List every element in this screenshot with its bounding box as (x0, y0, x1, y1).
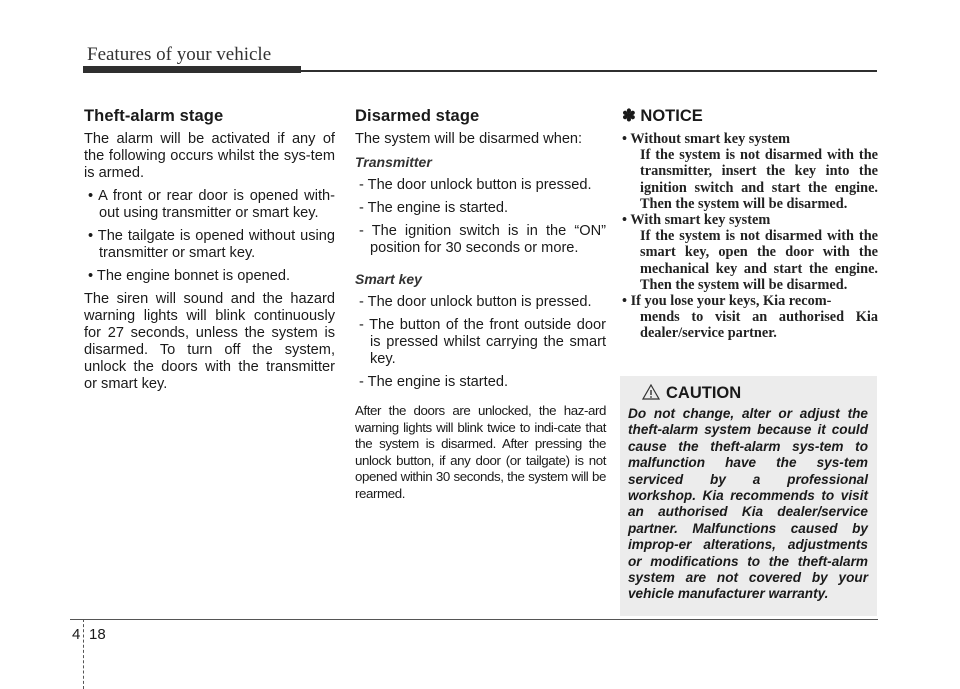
notice-item-head: • If you lose your keys, Kia recom- (622, 293, 832, 310)
notice-item (622, 293, 878, 342)
notice-item (622, 212, 878, 293)
disarmed-intro: The system will be disarmed when: (355, 131, 583, 147)
notice-title: ✽ NOTICE (622, 107, 703, 125)
column-disarmed (355, 108, 606, 508)
caution-title: CAUTION (666, 384, 742, 402)
theft-alarm-bullet: • The tailgate is opened without using transmitter or smart key. (88, 228, 335, 261)
smart-key-item: - The button of the front outside door is pressed whilst carrying the smart key. (359, 317, 606, 367)
subheading-smart-key: Smart key (355, 271, 422, 287)
section-title: Features of your vehicle (87, 44, 272, 65)
footer-rule (70, 619, 878, 620)
heading-theft-alarm: Theft-alarm stage (84, 107, 224, 125)
notice-item-head: • Without smart key system (622, 131, 791, 147)
notice-item-body: mends to visit an authorised Kia dealer/service partner. (640, 309, 878, 342)
smart-key-item: - The engine is started. (359, 374, 508, 390)
transmitter-item: - The door unlock button is pressed. (359, 177, 592, 193)
notice-item-body: If the system is not disarmed with the transmitter, insert the key into the ignition switch and start the engine. Then the system will be disarmed. (640, 147, 878, 212)
subheading-transmitter: Transmitter (355, 154, 432, 170)
notice-box (622, 108, 878, 342)
column-theft-alarm (84, 108, 335, 399)
theft-alarm-bullet: • A front or rear door is opened with-out using transmitter or smart key. (88, 188, 335, 221)
transmitter-item: - The engine is started. (359, 200, 508, 216)
theft-alarm-outro: The siren will sound and the hazard warning lights will blink continuously for 27 seconds, unless the system is disarmed. To turn off the system, unlock the doors with the transmitter or smart key. (84, 291, 335, 392)
header-bar (83, 66, 301, 73)
notice-item (622, 131, 878, 212)
smart-key-item: - The door unlock button is pressed. (359, 294, 592, 310)
footer-divider (83, 619, 84, 689)
theft-alarm-intro: The alarm will be activated if any of the following occurs whilst the sys-tem is armed. (84, 131, 335, 181)
theft-alarm-bullet: • The engine bonnet is opened. (88, 268, 291, 284)
transmitter-item: - The ignition switch is in the “ON” position for 30 seconds or more. (359, 223, 606, 256)
heading-disarmed: Disarmed stage (355, 107, 480, 125)
disarmed-note: After the doors are unlocked, the haz-ard warning lights will blink twice to indi-cate that the system is disarmed. After pressing the unlock button, if any door (or tailgate) is not opened within 30 seconds, the system will be rearmed. (355, 403, 606, 501)
notice-item-body: If the system is not disarmed with the smart key, open the door with the mechanical key and start the engine. Then the system will be disarmed. (640, 228, 878, 293)
notice-item-head: • With smart key system (622, 212, 771, 229)
header-rule (301, 70, 877, 72)
warning-triangle-icon (642, 384, 660, 405)
caution-text: Do not change, alter or adjust the theft-alarm system because it could cause the theft-alarm sys-tem to malfunction have the sys-tem serviced by a professional workshop. Kia recommends to visit an authorised Kia dealer/service partner. Malfunctions caused by improp-er alterations, adjustments or modifications to the theft-alarm system are not covered by your vehicle manufacturer warranty. (628, 406, 868, 602)
caution-heading (642, 384, 741, 405)
page-number: 18 (89, 626, 106, 643)
caution-box (620, 376, 877, 616)
chapter-number: 4 (72, 626, 81, 643)
